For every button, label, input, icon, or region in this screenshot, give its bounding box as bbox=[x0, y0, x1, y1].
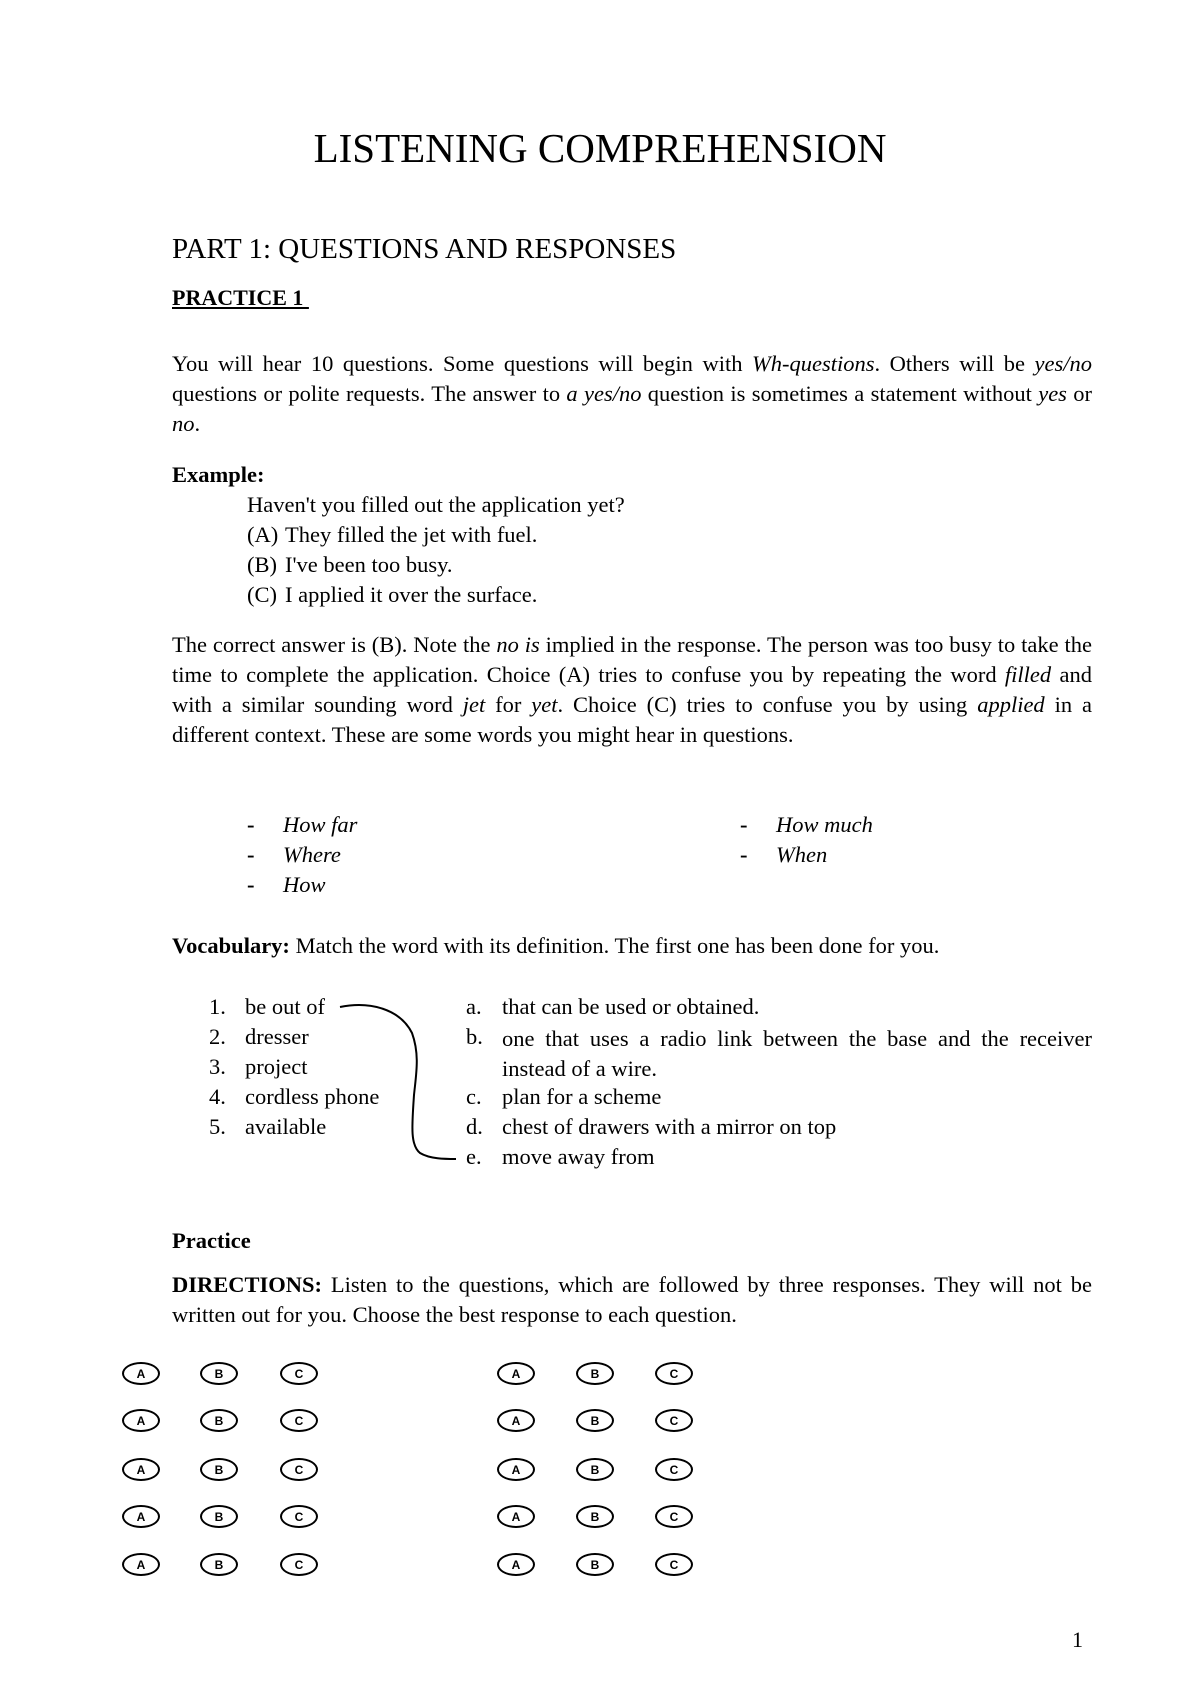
answer-bubble-a[interactable]: A bbox=[497, 1553, 535, 1576]
answer-bubble-c[interactable]: C bbox=[280, 1505, 318, 1528]
vocab-word: 3. project bbox=[209, 1054, 308, 1079]
option-text: I've been too busy. bbox=[285, 552, 453, 577]
answer-bubble-b[interactable]: B bbox=[576, 1553, 614, 1576]
question-word: - How much bbox=[740, 812, 873, 837]
answer-bubble-b[interactable]: B bbox=[200, 1458, 238, 1481]
vocab-word: 4. cordless phone bbox=[209, 1084, 380, 1109]
answer-bubble-a[interactable]: A bbox=[122, 1553, 160, 1576]
option-letter: (A) bbox=[247, 522, 279, 547]
practice-heading: PRACTICE 1 bbox=[172, 285, 309, 310]
answer-bubble-c[interactable]: C bbox=[655, 1505, 693, 1528]
intro-paragraph: You will hear 10 questions. Some questions will begin with Wh-questions. Others will be yes/no questions or polite requests. The answer to a yes/no question is sometimes a statement without yes or no. bbox=[172, 351, 1093, 436]
answer-bubble-a[interactable]: A bbox=[497, 1458, 535, 1481]
example-option bbox=[247, 552, 453, 578]
answer-bubble-a[interactable]: A bbox=[497, 1362, 535, 1385]
answer-bubble-b[interactable]: B bbox=[576, 1362, 614, 1385]
matching-connector-line bbox=[330, 995, 470, 1175]
practice-subheading: Practice bbox=[172, 1228, 251, 1253]
answer-bubble-c[interactable]: C bbox=[280, 1553, 318, 1576]
example-label: Example: bbox=[172, 462, 265, 487]
answer-bubble-a[interactable]: A bbox=[122, 1362, 160, 1385]
bullet-dash: - bbox=[247, 872, 255, 897]
answer-bubble-c[interactable]: C bbox=[280, 1362, 318, 1385]
bullet-dash: - bbox=[740, 842, 748, 867]
option-text: They filled the jet with fuel. bbox=[285, 522, 538, 547]
vocabulary-label: Vocabulary: bbox=[172, 933, 290, 958]
answer-bubble-a[interactable]: A bbox=[497, 1409, 535, 1432]
answer-bubble-b[interactable]: B bbox=[576, 1409, 614, 1432]
answer-bubble-a[interactable]: A bbox=[122, 1458, 160, 1481]
vocab-definition: d. chest of drawers with a mirror on top bbox=[466, 1114, 837, 1139]
question-word: - When bbox=[740, 842, 828, 867]
example-option bbox=[247, 522, 537, 548]
option-letter: (B) bbox=[247, 552, 277, 577]
page-title: LISTENING COMPREHENSION bbox=[313, 125, 887, 171]
directions-paragraph: DIRECTIONS: Listen to the questions, which are followed by three responses. They will not be written out for you. Choose the best response to each question. bbox=[172, 1272, 1092, 1327]
vocabulary-instruction: Vocabulary: Match the word with its definition. The first one has been done for you. bbox=[172, 933, 940, 958]
answer-bubble-c[interactable]: C bbox=[280, 1409, 318, 1432]
option-text: I applied it over the surface. bbox=[285, 582, 538, 607]
bullet-dash: - bbox=[247, 812, 255, 837]
answer-bubble-b[interactable]: B bbox=[200, 1505, 238, 1528]
answer-bubble-b[interactable]: B bbox=[200, 1553, 238, 1576]
answer-bubble-c[interactable]: C bbox=[655, 1362, 693, 1385]
answer-bubble-b[interactable]: B bbox=[200, 1362, 238, 1385]
answer-bubble-b[interactable]: B bbox=[200, 1409, 238, 1432]
page-number: 1 bbox=[1072, 1627, 1083, 1652]
vocab-definition: b. one that uses a radio link between the base and the receiver instead of a wire. bbox=[466, 1024, 1092, 1081]
vocab-definition: e. move away from bbox=[466, 1144, 655, 1169]
vocab-definition: a. that can be used or obtained. bbox=[466, 994, 760, 1019]
vocab-word: 2. dresser bbox=[209, 1024, 309, 1049]
example-question: Haven't you filled out the application yet? bbox=[247, 492, 625, 517]
example-option bbox=[247, 582, 537, 608]
answer-bubble-a[interactable]: A bbox=[497, 1505, 535, 1528]
directions-label: DIRECTIONS: bbox=[172, 1272, 323, 1297]
answer-bubble-c[interactable]: C bbox=[280, 1458, 318, 1481]
answer-bubble-c[interactable]: C bbox=[655, 1458, 693, 1481]
vocab-word: 1. be out of bbox=[209, 994, 325, 1019]
explanation-paragraph: The correct answer is (B). Note the no is implied in the response. The person was too busy to take the time to complete the application. Choice (A) tries to confuse you by repeating the word filled and with a similar sounding word jet for yet. Choice (C) tries to confuse you by using applied in a different context. These are some words you might hear in questions. bbox=[172, 632, 1092, 747]
option-letter: (C) bbox=[247, 582, 277, 607]
answer-bubble-a[interactable]: A bbox=[122, 1409, 160, 1432]
answer-bubble-c[interactable]: C bbox=[655, 1553, 693, 1576]
vocab-definition: c. plan for a scheme bbox=[466, 1084, 662, 1109]
vocab-word: 5. available bbox=[209, 1114, 327, 1139]
question-word: - How far bbox=[247, 812, 358, 837]
question-word: - How bbox=[247, 872, 326, 897]
bullet-dash: - bbox=[247, 842, 255, 867]
answer-bubble-b[interactable]: B bbox=[576, 1458, 614, 1481]
answer-bubble-c[interactable]: C bbox=[655, 1409, 693, 1432]
part-heading: PART 1: QUESTIONS AND RESPONSES bbox=[172, 233, 677, 265]
answer-bubble-a[interactable]: A bbox=[122, 1505, 160, 1528]
bullet-dash: - bbox=[740, 812, 748, 837]
answer-bubble-b[interactable]: B bbox=[576, 1505, 614, 1528]
question-word: - Where bbox=[247, 842, 341, 867]
